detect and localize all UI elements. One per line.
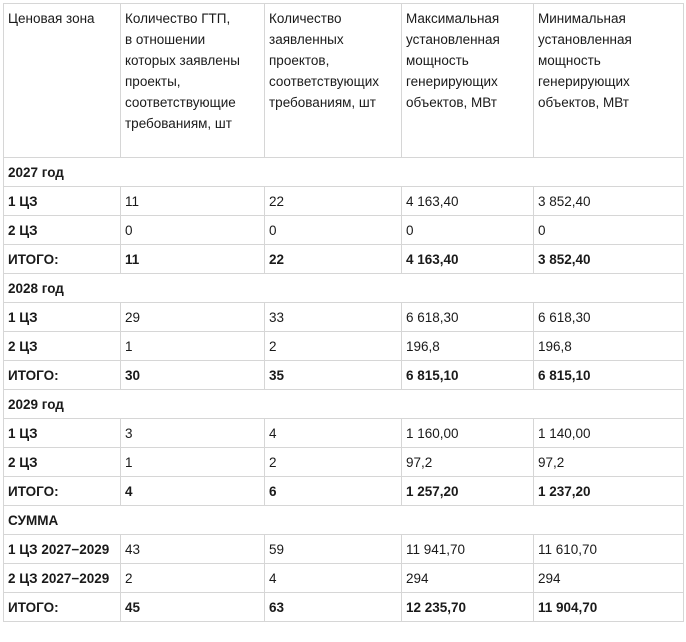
gtp-count-cell: 2	[121, 564, 265, 593]
max-capacity-cell: 1 160,00	[402, 419, 534, 448]
total-label: ИТОГО:	[4, 593, 121, 622]
section-title: 2029 год	[4, 390, 684, 419]
total-max-capacity: 4 163,40	[402, 245, 534, 274]
zone-label: 2 ЦЗ	[4, 332, 121, 361]
total-gtp-count: 4	[121, 477, 265, 506]
min-capacity-cell: 294	[534, 564, 684, 593]
total-gtp-count: 11	[121, 245, 265, 274]
max-capacity-cell: 6 618,30	[402, 303, 534, 332]
header-row	[4, 4, 684, 158]
max-capacity-cell: 4 163,40	[402, 187, 534, 216]
total-project-count: 6	[265, 477, 402, 506]
gtp-count-cell: 29	[121, 303, 265, 332]
project-count-cell: 2	[265, 332, 402, 361]
min-capacity-cell: 11 610,70	[534, 535, 684, 564]
total-label: ИТОГО:	[4, 361, 121, 390]
section-title: 2027 год	[4, 158, 684, 187]
gtp-count-cell: 1	[121, 332, 265, 361]
gtp-count-cell: 43	[121, 535, 265, 564]
project-count-cell: 59	[265, 535, 402, 564]
min-capacity-cell: 0	[534, 216, 684, 245]
total-label: ИТОГО:	[4, 245, 121, 274]
project-count-cell: 22	[265, 187, 402, 216]
total-max-capacity: 1 257,20	[402, 477, 534, 506]
header-project-count: Количество заявленных проектов, соответствующих требованиям, шт	[265, 4, 402, 158]
total-min-capacity: 11 904,70	[534, 593, 684, 622]
min-capacity-cell: 196,8	[534, 332, 684, 361]
zone-label: 2 ЦЗ	[4, 216, 121, 245]
header-price-zone: Ценовая зона	[4, 4, 121, 158]
total-project-count: 63	[265, 593, 402, 622]
header-max-capacity: Максимальная установленная мощность генерирующих объектов, МВт	[402, 4, 534, 158]
max-capacity-cell: 0	[402, 216, 534, 245]
table-row	[4, 216, 684, 245]
project-count-cell: 33	[265, 303, 402, 332]
total-row	[4, 361, 684, 390]
gtp-count-cell: 11	[121, 187, 265, 216]
total-min-capacity: 1 237,20	[534, 477, 684, 506]
min-capacity-cell: 97,2	[534, 448, 684, 477]
max-capacity-cell: 196,8	[402, 332, 534, 361]
total-gtp-count: 30	[121, 361, 265, 390]
table-row	[4, 303, 684, 332]
table-row	[4, 564, 684, 593]
total-project-count: 22	[265, 245, 402, 274]
zone-label: 2 ЦЗ	[4, 448, 121, 477]
header-min-capacity: Минимальная установленная мощность генерирующих объектов, МВт	[534, 4, 684, 158]
project-count-cell: 4	[265, 419, 402, 448]
section-title: СУММА	[4, 506, 684, 535]
total-row	[4, 477, 684, 506]
max-capacity-cell: 294	[402, 564, 534, 593]
total-min-capacity: 3 852,40	[534, 245, 684, 274]
total-row	[4, 245, 684, 274]
table-row	[4, 535, 684, 564]
total-max-capacity: 6 815,10	[402, 361, 534, 390]
min-capacity-cell: 1 140,00	[534, 419, 684, 448]
total-row	[4, 593, 684, 622]
zone-label: 1 ЦЗ	[4, 187, 121, 216]
table-row	[4, 448, 684, 477]
max-capacity-cell: 11 941,70	[402, 535, 534, 564]
min-capacity-cell: 6 618,30	[534, 303, 684, 332]
project-count-cell: 2	[265, 448, 402, 477]
project-count-cell: 0	[265, 216, 402, 245]
section-title: 2028 год	[4, 274, 684, 303]
zone-label: 2 ЦЗ 2027−2029	[4, 564, 121, 593]
table-row	[4, 332, 684, 361]
total-gtp-count: 45	[121, 593, 265, 622]
table-row	[4, 419, 684, 448]
total-project-count: 35	[265, 361, 402, 390]
section-title-row	[4, 390, 684, 419]
zone-label: 1 ЦЗ	[4, 303, 121, 332]
total-max-capacity: 12 235,70	[402, 593, 534, 622]
total-min-capacity: 6 815,10	[534, 361, 684, 390]
gtp-count-cell: 1	[121, 448, 265, 477]
gtp-count-cell: 3	[121, 419, 265, 448]
zone-label: 1 ЦЗ	[4, 419, 121, 448]
capacity-table	[3, 3, 684, 622]
section-title-row	[4, 274, 684, 303]
max-capacity-cell: 97,2	[402, 448, 534, 477]
gtp-count-cell: 0	[121, 216, 265, 245]
section-title-row	[4, 506, 684, 535]
min-capacity-cell: 3 852,40	[534, 187, 684, 216]
header-gtp-count: Количество ГТП, в отношении которых заявлены проекты, соответствующие требованиям, шт	[121, 4, 265, 158]
total-label: ИТОГО:	[4, 477, 121, 506]
section-title-row	[4, 158, 684, 187]
table-row	[4, 187, 684, 216]
project-count-cell: 4	[265, 564, 402, 593]
zone-label: 1 ЦЗ 2027−2029	[4, 535, 121, 564]
